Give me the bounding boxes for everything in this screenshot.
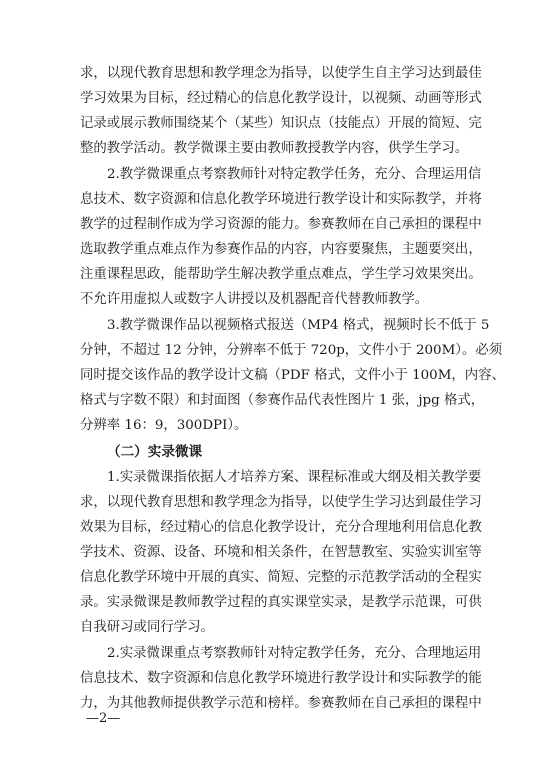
body-text-line: 录。实录微课是教师教学过程的真实课堂实录，是教学示范课，可供 xyxy=(80,595,482,610)
body-text-line: 整的教学活动。教学微课主要由教师教授教学内容，供学生学习。 xyxy=(80,141,469,156)
page-number: —2— xyxy=(86,711,121,726)
body-text-line: 求，以现代教育思想和教学理念为指导，以使学生学习达到最佳学习 xyxy=(80,495,482,510)
body-text-line: 格式与字数不限）和封面图（参赛作品代表性图片 1 张，jpg 格式， xyxy=(80,393,485,408)
body-text-line: 注重课程思政，能帮助学生解决教学重点难点，学生学习效果突出。 xyxy=(80,267,482,282)
body-text-line: 分辨率 16：9，300DPI）。 xyxy=(80,418,248,433)
body-text-line: 息技术、数字资源和信息化教学环境进行教学设计和实际教学，并将 xyxy=(80,192,482,207)
body-text-line: 求，以现代教育思想和教学理念为指导，以使学生自主学习达到最佳 xyxy=(80,66,482,81)
body-text-line: 信息技术、数字资源和信息化教学环境进行教学设计和实际教学的能 xyxy=(80,671,482,686)
body-text-line: 不允许用虚拟人或数字人讲授以及机器配音代替教师教学。 xyxy=(80,292,429,307)
body-text-line: 记录或展示教师围绕某个（某些）知识点（技能点）开展的简短、完 xyxy=(80,116,482,131)
body-text-line: 教学的过程制作成为学习资源的能力。参赛教师在自己承担的课程中 xyxy=(80,217,482,232)
body-text-line: 2.实录微课重点考察教师针对特定教学任务，充分、合理地运用 xyxy=(107,646,482,661)
body-text-line: 效果为目标，经过精心的信息化教学设计，充分合理地利用信息化教 xyxy=(80,520,482,535)
body-text-line: 学习效果为目标，经过精心的信息化教学设计，以视频、动画等形式 xyxy=(80,91,482,106)
body-text-line: 3.教学微课作品以视频格式报送（MP4 格式，视频时长不低于 5 xyxy=(107,318,490,333)
body-text-line: 信息化教学环境中开展的真实、简短、完整的示范教学活动的全程实 xyxy=(80,570,482,585)
body-text-line: 选取教学重点难点作为参赛作品的内容，内容要聚焦，主题要突出， xyxy=(80,242,482,257)
body-text-line: 学技术、资源、设备、环境和相关条件，在智慧教室、实验实训室等 xyxy=(80,545,482,560)
body-text-line: 同时提交该作品的教学设计文稿（PDF 格式，文件小于 100M，内容、 xyxy=(80,368,505,383)
body-text-line: 2.教学微课重点考察教师针对特定教学任务，充分、合理运用信 xyxy=(107,167,482,182)
body-text-line: 自我研习或同行学习。 xyxy=(80,620,214,635)
body-text-line: 1.实录微课指依据人才培养方案、课程标准或大纲及相关教学要 xyxy=(107,470,482,485)
section-heading: （二）实录微课 xyxy=(107,444,203,460)
body-text-line: 分钟，不超过 12 分钟，分辨率不低于 720p，文件小于 200M）。必须 xyxy=(80,343,503,358)
body-text-line: 力，为其他教师提供教学示范和榜样。参赛教师在自己承担的课程中 xyxy=(80,696,482,711)
